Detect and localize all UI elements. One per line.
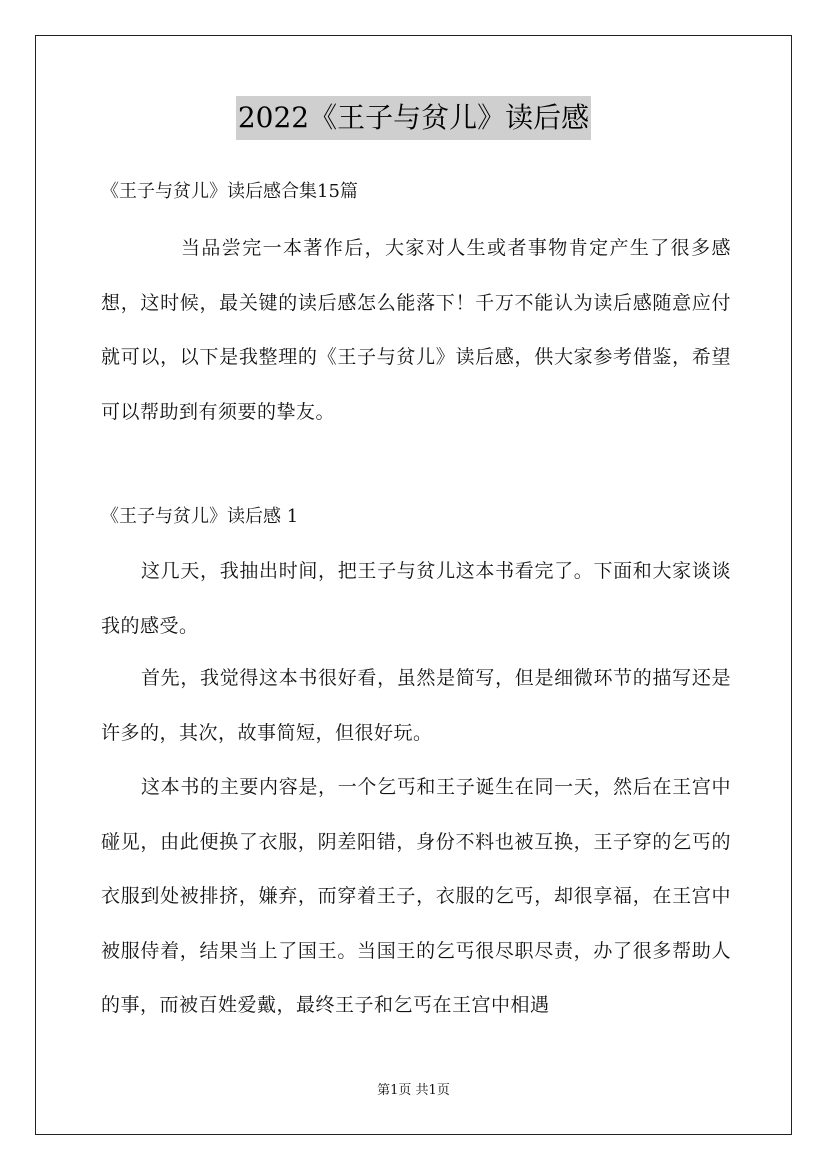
- document-subtitle: 《王子与贫儿》读后感合集15篇: [101, 181, 358, 202]
- body-paragraph-1: 这几天，我抽出时间，把王子与贫儿这本书看完了。下面和大家谈谈我的感受。: [101, 560, 731, 637]
- section-heading: 《王子与贫儿》读后感 1: [101, 506, 299, 527]
- body-paragraph-3: 这本书的主要内容是，一个乞丐和王子诞生在同一天，然后在王宫中碰见，由此便换了衣服，阴差阳错，身份不料也被互换，王子穿的乞丐的衣服到处被排挤，嫌弃，而穿着王子，衣服的乞丐，却很享福，在王宫中被服侍着，结果当上了国王。当国王的乞丐很尽职尽责，办了很多帮助人的事，而被百姓爱戴，最终王子和乞丐在王宫中相遇: [101, 776, 731, 1016]
- document-title-wrapper: [0, 96, 827, 140]
- intro-paragraph: 当品尝完一本著作后，大家对人生或者事物肯定产生了很多感想，这时候，最关键的读后感怎么能落下！千万不能认为读后感随意应付就可以，以下是我整理的《王子与贫儿》读后感，供大家参考借鉴，希望可以帮助到有须要的挚友。: [101, 237, 731, 423]
- page-footer: 第1页 共1页: [377, 1083, 450, 1098]
- document-title: 2022《王子与贫儿》读后感: [236, 96, 591, 140]
- body-paragraph-2: 首先，我觉得这本书很好看，虽然是简写，但是细微环节的描写还是许多的，其次，故事简短，但很好玩。: [101, 667, 731, 744]
